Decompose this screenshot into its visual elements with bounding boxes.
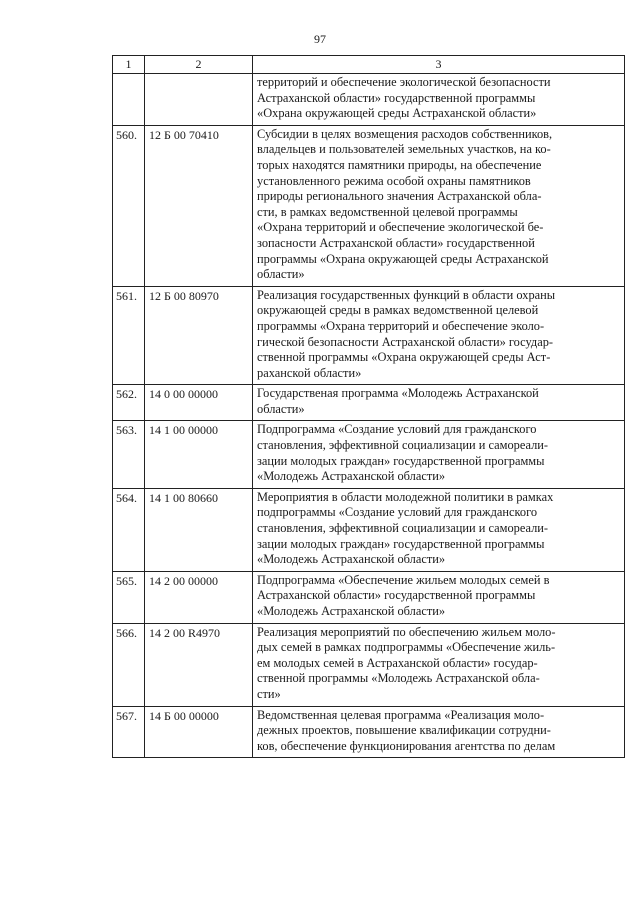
description-line: Астраханской области» государственной программы [257,90,536,105]
description-line: установленного режима особой охраны памятников [257,173,531,188]
row-number: 566. [113,623,145,706]
description-line: сти, в рамках ведомственной целевой программы [257,204,518,219]
description-line: владельцев и пользователей земельных участков, на ко- [257,142,551,157]
description-line: Субсидии в целях возмещения расходов собственников, [257,126,553,141]
description [253,488,625,571]
description [253,125,625,286]
description-line: зации молодых граждан» государственной программы [257,453,545,468]
description [253,706,625,758]
table-header-row [113,56,625,74]
description-line: Подпрограмма «Обеспечение жильем молодых семей в [257,572,550,587]
row-number: 564. [113,488,145,571]
description-line: Мероприятия в области молодежной политики в рамках [257,489,554,504]
description-line: Реализация мероприятий по обеспечению жильем моло- [257,624,556,639]
description [253,286,625,385]
description-line: ственной программы «Молодежь Астраханской обла- [257,671,540,686]
description-line: зации молодых граждан» государственной программы [257,536,545,551]
budget-code [145,74,253,126]
table-row [113,385,625,421]
description-line: ков, обеспечение функционирования агентства по делам [257,738,556,753]
description-line: территорий и обеспечение экологической безопасности [257,75,551,89]
budget-code: 14 2 00 R4970 [145,623,253,706]
description-line: становления, эффективной социализации и самореали- [257,438,549,453]
table-row [113,623,625,706]
table-row [113,125,625,286]
description-line: «Молодежь Астраханской области» [257,604,446,618]
description-line: области» [257,267,305,282]
table-row [113,571,625,623]
row-number [113,74,145,126]
description-line: Ведомственная целевая программа «Реализация моло- [257,707,545,722]
description-line: области» [257,401,305,416]
table-row [113,74,625,126]
budget-code: 14 Б 00 00000 [145,706,253,758]
table-row [113,706,625,758]
description-line: зопасности Астраханской области» государственной [257,235,535,250]
description-line: природы регионального значения Астраханской обла- [257,189,542,204]
description [253,571,625,623]
table-row [113,421,625,488]
description-line: «Охрана территорий и обеспечение экологической бе- [257,220,544,235]
table-row [113,488,625,571]
description-line: программы «Охрана территорий и обеспечение эколо- [257,318,545,333]
budget-code: 14 2 00 00000 [145,571,253,623]
description [253,623,625,706]
budget-code: 14 1 00 80660 [145,488,253,571]
description-line: «Молодежь Астраханской области» [257,469,446,484]
column-header: 1 [113,56,145,74]
description-line: Государственая программа «Молодежь Астраханской [257,386,539,401]
table-body [113,74,625,758]
budget-code: 14 1 00 00000 [145,421,253,488]
row-number: 565. [113,571,145,623]
budget-table [112,55,625,758]
description-line: Астраханской области» государственной программы [257,588,536,603]
table-row [113,286,625,385]
description-line: подпрограммы «Создание условий для гражданского [257,505,538,520]
row-number: 563. [113,421,145,488]
page-number: 97 [314,32,326,46]
description-line: дых семей в рамках подпрограммы «Обеспечение жиль- [257,640,556,655]
description [253,74,625,126]
row-number: 562. [113,385,145,421]
budget-code: 14 0 00 00000 [145,385,253,421]
budget-code: 12 Б 00 70410 [145,125,253,286]
row-number: 560. [113,125,145,286]
row-number: 561. [113,286,145,385]
column-header: 3 [253,56,625,74]
description [253,421,625,488]
description-line: «Молодежь Астраханской области» [257,552,446,567]
description-line: раханской области» [257,365,362,380]
description-line: Подпрограмма «Создание условий для гражданского [257,422,537,437]
description-line: сти» [257,686,281,701]
description-line: дежных проектов, повышение квалификации сотрудни- [257,723,551,738]
description-line: гической безопасности Астраханской области» государ- [257,334,554,349]
description [253,385,625,421]
budget-code: 12 Б 00 80970 [145,286,253,385]
row-number: 567. [113,706,145,758]
description-line: ем молодых семей в Астраханской области» государ- [257,655,538,670]
description-line: «Охрана окружающей среды Астраханской области» [257,106,537,121]
description-line: ственной программы «Охрана окружающей среды Аст- [257,350,551,365]
description-line: становления, эффективной социализации и самореали- [257,521,549,536]
column-header: 2 [145,56,253,74]
description-line: Реализация государственных функций в области охраны [257,287,556,302]
description-line: окружающей среды в рамках ведомственной целевой [257,303,539,318]
description-line: программы «Охрана окружающей среды Астраханской [257,251,549,266]
description-line: торых находятся памятники природы, на обеспечение [257,157,542,172]
